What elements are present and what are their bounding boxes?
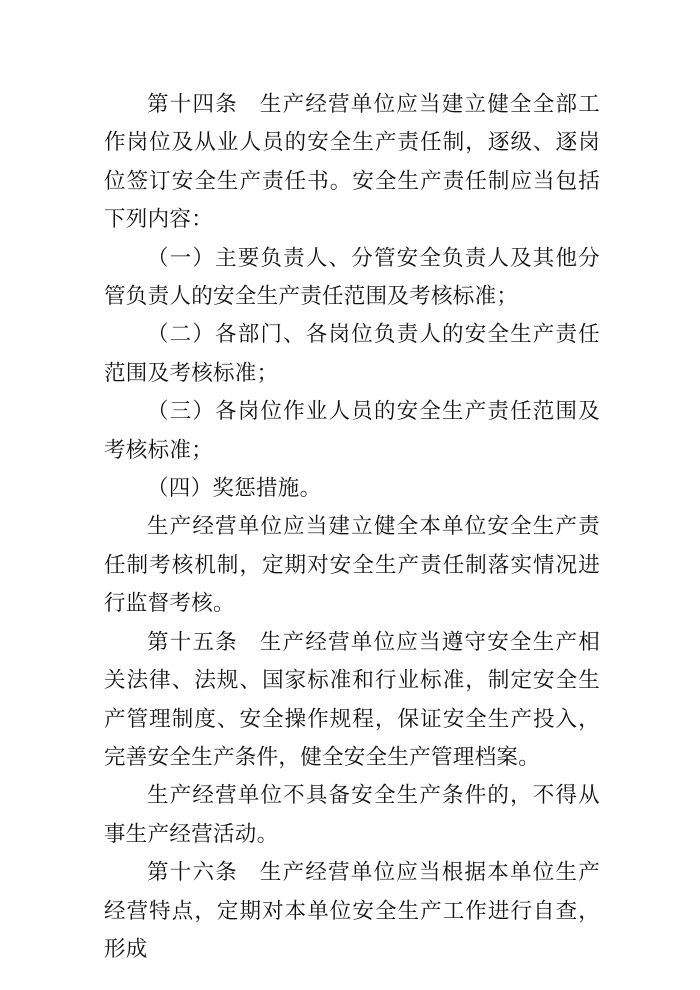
article-14-item-2 [104,316,600,393]
item-1-text: （一）主要负责人、分管安全负责人及其他分管负责人的安全生产责任范围及考核标准； [104,245,600,310]
article-14-item-4 [104,470,600,508]
article-14-paragraph-2 [104,508,600,623]
article-14-text: 生产经营单位应当建立健全全部工作岗位及从业人员的安全生产责任制，逐级、逐岗位签订安全生产责任书。安全生产责任制应当包括下列内容： [104,92,600,233]
article-15-text: 生产经营单位应当遵守安全生产相关法律、法规、国家标准和行业标准，制定安全生产管理制度、安全操作规程，保证安全生产投入，完善安全生产条件，健全安全生产管理档案。 [104,629,600,770]
article-14-p2-text: 生产经营单位应当建立健全本单位安全生产责任制考核机制，定期对安全生产责任制落实情况进行监督考核。 [104,514,600,617]
article-14-heading: 第十四条 [147,92,238,117]
article-15-heading: 第十五条 [147,629,238,655]
article-16-text: 生产经营单位应当根据本单位生产经营特点，定期对本单位安全生产工作进行自查，形成 [104,860,600,962]
item-3-text: （三）各岗位作业人员的安全生产责任范围及考核标准； [104,399,600,463]
article-15-p2-text: 生产经营单位不具备安全生产条件的，不得从事生产经营活动。 [104,783,600,847]
article-14-item-3 [104,393,600,470]
item-2-text: （二）各部门、各岗位负责人的安全生产责任范围及考核标准； [104,322,600,386]
article-15-paragraph-2 [104,777,600,854]
document-body [104,86,600,969]
article-16-paragraph [104,854,600,969]
article-14-paragraph [104,86,600,240]
article-14-item-1 [104,240,600,317]
item-4-text: （四）奖惩措施。 [147,476,322,502]
article-16-heading: 第十六条 [147,860,238,886]
article-15-paragraph [104,624,600,778]
